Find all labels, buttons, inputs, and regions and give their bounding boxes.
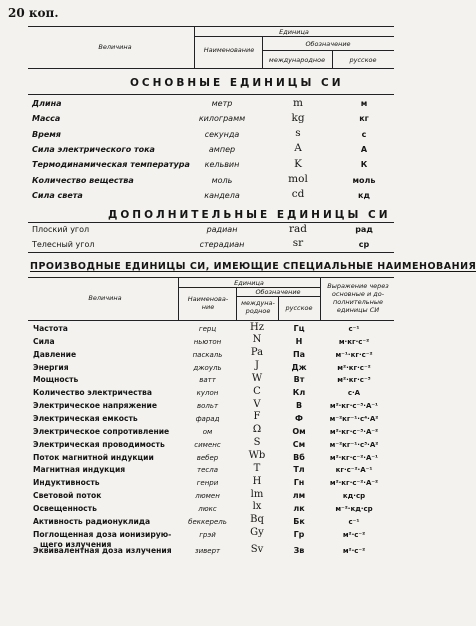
header-unit: Единица (279, 28, 309, 36)
unit-name: тесла (197, 466, 218, 475)
section-title-base-units: ОСНОВНЫЕ ЕДИНИЦЫ СИ (130, 77, 344, 89)
russian-symbol: с (361, 129, 367, 139)
si-expression: м·кг·с⁻² (338, 337, 370, 346)
quantity-name: Электрическая емкость (33, 413, 138, 423)
header-unit: Единица (234, 279, 264, 287)
russian-symbol: Вб (293, 452, 305, 462)
si-expression: кд·ср (342, 492, 366, 501)
quantity-name: Индуктивность (33, 478, 100, 488)
si-expression: м⁻²кг⁻¹·с⁴·А² (329, 414, 379, 423)
header-russian: русское (349, 56, 377, 64)
russian-symbol: В (295, 401, 303, 411)
international-symbol: T (253, 462, 261, 474)
international-symbol: S (253, 437, 261, 449)
international-symbol: kg (291, 111, 305, 124)
unit-name: генри (196, 479, 219, 488)
section-title-supplementary-units: ДОПОЛНИТЕЛЬНЫЕ ЕДИНИЦЫ СИ (108, 209, 391, 221)
quantity-name: Термодинамическая температура (32, 160, 190, 170)
russian-symbol: лк (293, 503, 305, 513)
russian-symbol: А (360, 144, 368, 154)
russian-symbol: Зв (293, 546, 305, 556)
header-quantity: Величина (88, 294, 122, 302)
si-expression: м²·кг·с⁻² (337, 363, 371, 372)
quantity-name: Количество вещества (32, 175, 134, 185)
russian-symbol: См (292, 439, 306, 449)
header-designation: Обозначение (305, 40, 351, 48)
russian-symbol: кд (358, 190, 370, 200)
russian-symbol: Вт (293, 375, 305, 385)
international-symbol: cd (291, 188, 305, 201)
unit-name: люмен (195, 492, 220, 501)
quantity-name: Время (32, 129, 61, 139)
header-international: междуна-родное (241, 299, 275, 315)
rule (28, 94, 394, 95)
unit-name: люкс (198, 504, 217, 513)
russian-symbol: Кл (292, 388, 306, 398)
unit-name: метр (211, 99, 233, 108)
rule (28, 26, 394, 27)
unit-name: герц (198, 325, 217, 333)
quantity-name: Сила электрического тока (32, 144, 155, 154)
unit-name: кельвин (204, 160, 240, 170)
unit-name: стерадиан (199, 239, 245, 249)
international-symbol: sr (292, 237, 304, 249)
table-title-derived-units: ПРОИЗВОДНЫЕ ЕДИНИЦЫ СИ, ИМЕЮЩИЕ СПЕЦИАЛЬНЫЕ НАИМЕНОВАНИЯ (30, 261, 476, 272)
si-expression: м²·с⁻² (342, 547, 366, 556)
si-expression: м²·кг·с⁻²·А⁻² (329, 479, 379, 488)
unit-name: беккерель (188, 517, 227, 526)
si-expression: м⁻²·кд·ср (335, 504, 373, 513)
si-expression: м²·кг·с⁻³ (337, 376, 371, 385)
international-symbol: C (253, 385, 261, 397)
international-symbol: lm (250, 488, 264, 500)
quantity-name: Электрическое напряжение (33, 401, 157, 411)
si-expression: с⁻¹ (348, 325, 360, 333)
rule (262, 50, 394, 51)
russian-symbol: Н (295, 336, 303, 346)
international-symbol: A (294, 142, 302, 155)
russian-symbol: Ом (292, 426, 306, 436)
quantity-name: Электрическое сопротивление (33, 426, 170, 436)
international-symbol: N (252, 334, 262, 346)
header-unit-name: Наименование (203, 46, 255, 54)
si-expression: м²·кг·с⁻²·А⁻¹ (329, 453, 379, 462)
russian-symbol: ср (358, 239, 370, 249)
header-international: международное (268, 56, 326, 64)
rule (28, 320, 394, 321)
rule (194, 36, 394, 37)
unit-name: паскаль (192, 350, 223, 359)
russian-symbol: Бк (293, 516, 305, 526)
international-symbol: Gy (250, 527, 264, 539)
international-symbol: s (295, 127, 301, 140)
unit-name: грэй (199, 530, 216, 539)
rule (28, 222, 394, 223)
unit-name: ватт (199, 376, 216, 385)
international-symbol: rad (288, 222, 307, 235)
international-symbol: Wb (248, 450, 266, 461)
international-symbol: W (251, 372, 263, 384)
international-symbol: lx (252, 501, 262, 513)
russian-symbol: Ф (295, 413, 303, 423)
quantity-name: Активность радионуклида (33, 516, 151, 526)
header-russian: русское (285, 304, 313, 312)
unit-name: вольт (196, 402, 219, 411)
quantity-name: Плоский угол (32, 225, 90, 234)
unit-name: кулон (196, 389, 219, 398)
quantity-name: Сила (33, 336, 55, 346)
russian-symbol: Па (292, 349, 306, 359)
international-symbol: Sv (250, 543, 264, 555)
international-symbol: V (253, 398, 261, 410)
quantity-name: Давление (33, 349, 77, 359)
international-symbol: Bq (250, 514, 264, 526)
page-label: 20 коп. (8, 6, 59, 20)
russian-symbol: рад (355, 225, 373, 234)
quantity-name: Поглощенная доза ионизирую- (33, 529, 172, 539)
rule (28, 277, 394, 278)
unit-name: секунда (204, 129, 240, 139)
unit-name: ньютон (193, 337, 222, 346)
quantity-name: Телесный угол (32, 239, 95, 249)
quantity-name: Освещенность (33, 503, 97, 513)
unit-name: джоуль (193, 363, 222, 372)
si-expression: м⁻²кг⁻¹·с³·А² (329, 440, 379, 449)
unit-name: ампер (208, 144, 236, 154)
si-expression: кг·с⁻²·А⁻¹ (335, 466, 373, 475)
unit-name: фарад (195, 414, 220, 423)
si-expression: с⁻¹ (348, 517, 360, 526)
quantity-name: Длина (32, 99, 62, 108)
quantity-name: Энергия (33, 362, 69, 372)
quantity-name: Частота (33, 324, 68, 333)
quantity-name: Сила света (32, 190, 83, 200)
unit-name: кандела (204, 190, 240, 200)
russian-symbol: К (360, 160, 368, 170)
unit-name: моль (211, 175, 233, 185)
russian-symbol: Тл (293, 465, 305, 475)
unit-name: вебер (196, 453, 219, 462)
international-symbol: m (293, 96, 303, 109)
unit-name: радиан (206, 225, 238, 234)
international-symbol: K (294, 157, 302, 170)
unit-name: сименс (194, 440, 221, 449)
quantity-name: Электрическая проводимость (33, 439, 165, 449)
unit-name: килограмм (198, 114, 246, 124)
quantity-name: Мощность (33, 375, 79, 385)
russian-symbol: кг (359, 114, 369, 124)
russian-symbol: моль (352, 175, 376, 185)
quantity-name: Масса (32, 114, 61, 124)
quantity-name: Эквивалентная доза излучения (33, 546, 172, 556)
header-quantity: Величина (98, 43, 132, 51)
rule (28, 252, 394, 253)
rule (28, 68, 394, 69)
quantity-name: Количество электричества (33, 388, 152, 398)
unit-name: ом (202, 427, 213, 436)
international-symbol: F (253, 411, 261, 423)
si-expression: м⁻¹·кг·с⁻² (335, 350, 373, 359)
russian-symbol: м (360, 99, 368, 108)
header-unit-name: Наименова-ние (187, 295, 229, 311)
unit-name: зиверт (194, 547, 221, 556)
si-expression: с·А (347, 389, 361, 398)
quantity-name: Поток магнитной индукции (33, 452, 154, 462)
rule (320, 277, 321, 320)
international-symbol: Ω (252, 424, 262, 436)
russian-symbol: Дж (291, 362, 307, 372)
international-symbol: H (252, 475, 262, 487)
quantity-name: Магнитная индукция (33, 465, 126, 475)
quantity-name-continued: щего излучения (40, 539, 112, 549)
international-symbol: mol (288, 173, 308, 185)
russian-symbol: Гц (293, 324, 305, 333)
header-designation: Обозначение (255, 288, 301, 296)
si-expression: м²·кг·с⁻³·А⁻² (329, 427, 379, 436)
international-symbol: Pa (250, 347, 264, 359)
quantity-name: Световой поток (33, 491, 102, 501)
russian-symbol: Гр (293, 529, 305, 539)
international-symbol: J (254, 360, 259, 372)
si-expression: м²·с⁻² (342, 530, 366, 539)
russian-symbol: Гн (293, 478, 305, 488)
header-expression: Выражение через основные и до-полнительные единицы СИ (327, 282, 389, 314)
international-symbol: Hz (250, 321, 264, 333)
russian-symbol: лм (292, 491, 306, 501)
si-expression: м²·кг·с⁻³·А⁻¹ (329, 402, 379, 411)
